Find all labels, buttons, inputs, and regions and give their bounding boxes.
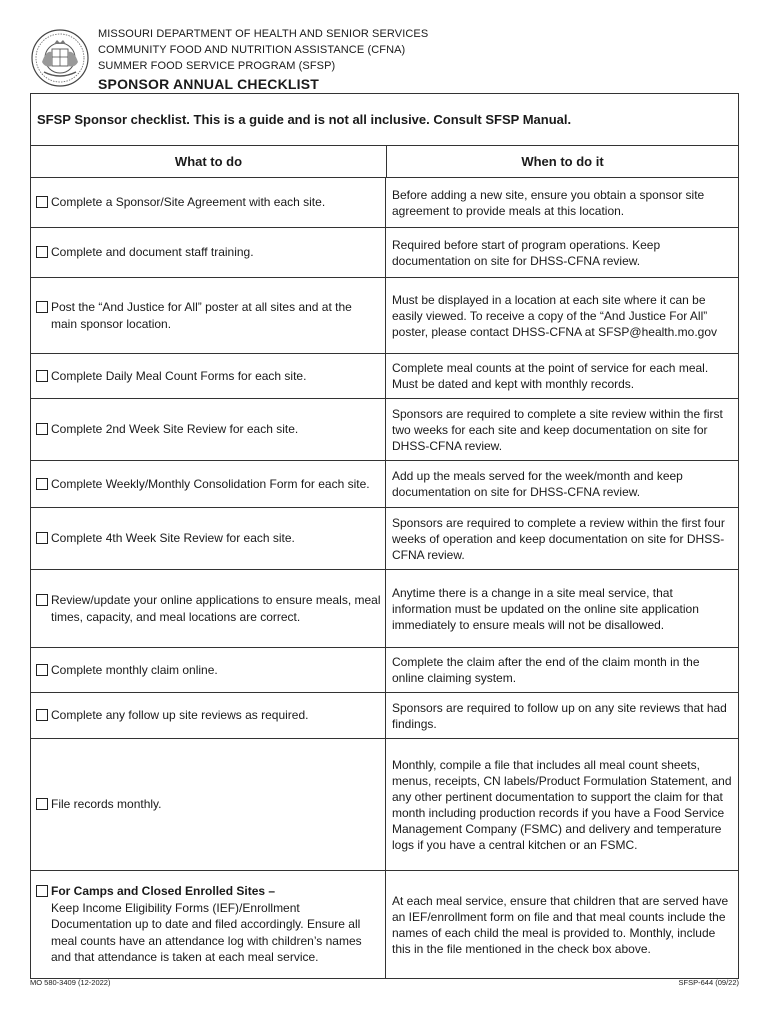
task-text: Complete Daily Meal Count Forms for each site. <box>51 368 307 383</box>
checkbox[interactable] <box>36 478 48 490</box>
timing-text: Sponsors are required to follow up on any site reviews that had findings. <box>392 700 727 731</box>
timing-text: Complete the claim after the end of the claim month in the online claiming system. <box>392 655 700 685</box>
task-text: Complete any follow up site reviews as required. <box>51 708 309 723</box>
task-text-block <box>51 883 381 966</box>
checklist-row <box>31 461 738 508</box>
column-header-what: What to do <box>31 146 387 177</box>
timing-text: Sponsors are required to complete a review within the first four weeks of operation and keep documentation on site for DHSS-CFNA review. <box>392 515 725 562</box>
task-text: Complete 4th Week Site Review for each site. <box>51 531 295 546</box>
form-code: SFSP-644 (09/22) <box>678 978 739 987</box>
checklist-row <box>31 508 738 570</box>
task-text: Complete 2nd Week Site Review for each site. <box>51 422 299 437</box>
form-title: SPONSOR ANNUAL CHECKLIST <box>98 76 320 92</box>
checklist-row <box>31 648 738 693</box>
checkbox[interactable] <box>36 594 48 606</box>
timing-text: Complete meal counts at the point of service for each meal. Must be dated and kept with monthly records. <box>392 361 709 391</box>
timing-text: Before adding a new site, ensure you obtain a sponsor site agreement to provide meals at this location. <box>392 187 705 218</box>
department-name: MISSOURI DEPARTMENT OF HEALTH AND SENIOR SERVICES <box>98 28 429 40</box>
column-headers <box>31 146 738 178</box>
checklist-table <box>30 93 739 979</box>
task-text: File records monthly. <box>51 797 162 812</box>
checkbox[interactable] <box>36 370 48 382</box>
checklist-intro: SFSP Sponsor checklist. This is a guide and is not all inclusive. Consult SFSP Manual. <box>31 94 738 146</box>
task-heading: For Camps and Closed Enrolled Sites – <box>51 884 276 899</box>
checkbox[interactable] <box>36 423 48 435</box>
checklist-row <box>31 178 738 228</box>
checklist-row <box>31 739 738 871</box>
checklist-row <box>31 278 738 354</box>
checklist-row <box>31 570 738 648</box>
checkbox[interactable] <box>36 246 48 258</box>
task-text: Post the “And Justice for All” poster at all sites and at the main sponsor location. <box>51 300 352 331</box>
task-text: Complete Weekly/Monthly Consolidation Form for each site. <box>51 476 370 491</box>
timing-text: Required before start of program operations. Keep documentation on site for DHSS-CFNA review. <box>392 237 661 268</box>
checklist-row <box>31 399 738 461</box>
checkbox[interactable] <box>36 532 48 544</box>
form-number: MO 580-3409 (12-2022) <box>30 978 111 987</box>
checkbox[interactable] <box>36 301 48 313</box>
checkbox[interactable] <box>36 798 48 810</box>
column-header-when: When to do it <box>521 154 604 169</box>
checkbox[interactable] <box>36 664 48 676</box>
task-text: Keep Income Eligibility Forms (IEF)/Enrollment Documentation up to date and filed accordingly. Ensure all meal counts have an attendance log with children’s names and that attendance is taken at each meal service. <box>51 900 362 965</box>
task-text: Complete a Sponsor/Site Agreement with each site. <box>51 195 326 210</box>
timing-text: Add up the meals served for the week/month and keep documentation on site for DHSS-CFNA review. <box>392 469 683 499</box>
timing-text: Sponsors are required to complete a site review within the first two weeks for each site and keep documentation on site for DHSS-CFNA review. <box>392 406 723 453</box>
checklist-row <box>31 228 738 278</box>
task-text: Review/update your online applications to ensure meals, meal times, capacity, and meal locations are correct. <box>51 593 381 624</box>
checkbox[interactable] <box>36 709 48 721</box>
checklist-row <box>31 871 738 978</box>
missouri-state-seal-icon <box>30 28 90 88</box>
division-name: COMMUNITY FOOD AND NUTRITION ASSISTANCE (CFNA) <box>98 44 406 56</box>
task-text: Complete and document staff training. <box>51 245 254 260</box>
checklist-row <box>31 693 738 739</box>
program-name: SUMMER FOOD SERVICE PROGRAM (SFSP) <box>98 60 336 72</box>
timing-text: Anytime there is a change in a site meal service, that information must be updated on the online site application immediately to ensure meals will not be disallowed. <box>392 585 699 632</box>
timing-text: At each meal service, ensure that children that are served have an IEF/enrollment form on file and that meal counts include the names of each child the meal is provided to. Monthly, include this in the file mentioned in the check box above. <box>392 893 729 956</box>
form-header <box>30 24 750 92</box>
checkbox[interactable] <box>36 196 48 208</box>
timing-text: Monthly, compile a file that includes all meal count sheets, menus, receipts, CN labels/Product Formulation Statement, and any other pertinent documentation to support the claim for that month including production records if you have a Food Service Management Company (FSMC) and delivery and temperature logs if you have a central kitchen or an FSMC. <box>392 757 732 852</box>
header-text-block <box>98 26 428 93</box>
checklist-row <box>31 354 738 399</box>
timing-text: Must be displayed in a location at each site where it can be easily viewed. To receive a copy of the “And Justice For All” poster, please contact DHSS-CFNA at SFSP@health.mo.gov <box>392 292 717 339</box>
checkbox[interactable] <box>36 885 48 897</box>
task-text: Complete monthly claim online. <box>51 662 218 677</box>
